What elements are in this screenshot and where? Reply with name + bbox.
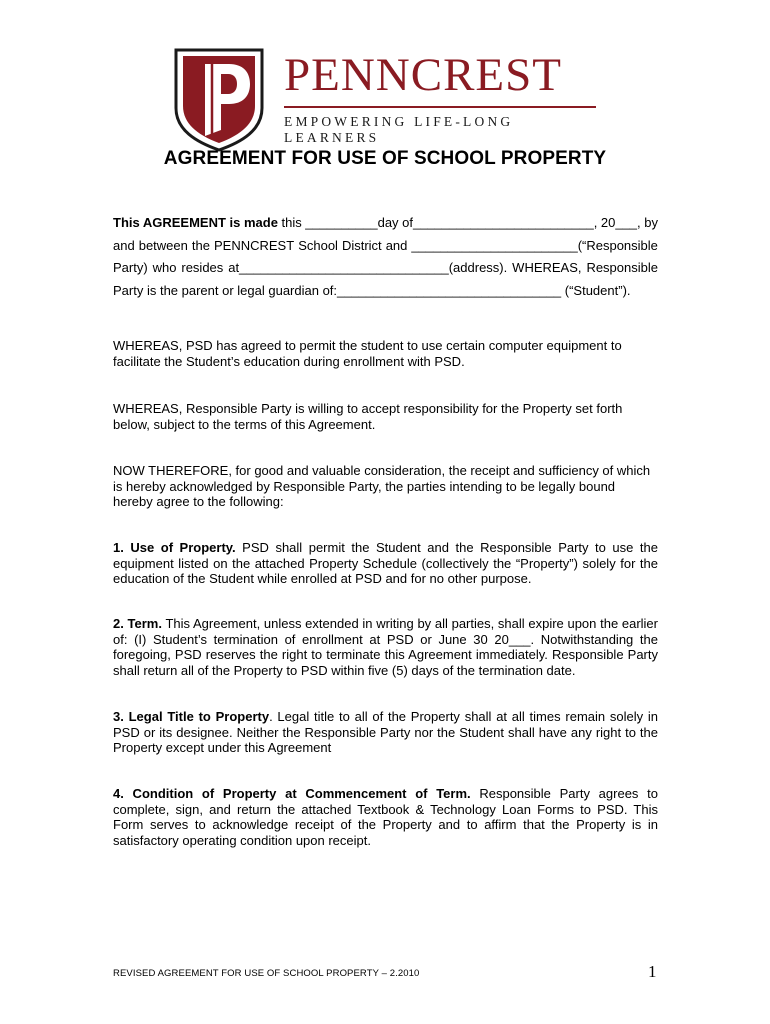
section-condition-of-property <box>113 786 658 848</box>
section-body: . Legal title to all of the Property shall at all times remain solely in PSD or its designee. Neither the Responsible Party nor the Student shall have any right to the Property except under this Agreement <box>113 709 658 755</box>
address-blank: at_____________________________(address). <box>228 260 508 275</box>
intro-word: Responsible <box>586 260 658 275</box>
section-heading: 1. Use of Property. <box>113 540 236 555</box>
year-blank: 20___, <box>600 215 641 230</box>
day-blank: __________day <box>305 215 399 230</box>
intro-word: District <box>341 238 382 253</box>
intro-word: Party) <box>113 260 148 275</box>
section-term <box>113 616 658 678</box>
section-body: PSD shall permit the Student and the Responsible Party to use the equipment listed on the attached Property Schedule (collectively the “Property”) solely for the education of the Student while enrolled at PSD and for no other purpose. <box>113 540 658 586</box>
intro-word: this <box>281 215 302 230</box>
intro-line-2 <box>113 238 658 253</box>
section-body: This Agreement, unless extended in writing by all parties, shall expire upon the earlier of: (I) Student’s termination of enrollment at PSD or June 30 20___. Notwithstanding the foregoing, PSD reserves the right to terminate this Agreement immediately. Responsible Party shall return all of the Property to PSD within five (5) days of the termination date. <box>113 616 658 678</box>
intro-line-3 <box>113 260 658 275</box>
penncrest-logo <box>170 42 610 152</box>
shield-emblem-icon <box>172 46 266 152</box>
page-number: 1 <box>648 962 657 981</box>
section-heading: 3. Legal Title to Property <box>113 709 270 724</box>
brand-name: PENNCREST <box>284 49 562 101</box>
intro-word: between <box>138 238 188 253</box>
intro-word: School <box>298 238 338 253</box>
section-use-of-property <box>113 540 658 587</box>
section-heading: 2. Term. <box>113 616 162 631</box>
intro-word: WHEREAS, <box>512 260 582 275</box>
whereas-paragraph-1: WHEREAS, PSD has agreed to permit the student to use certain computer equipment to facilitate the Student’s education during enrollment with PSD. <box>113 338 622 369</box>
section-body: Responsible Party agrees to complete, sign, and return the attached Textbook & Technology Loan Forms to PSD. This Form serves to acknowledge receipt of the Property and to affirm that the Property is in satisfactory operating condition upon receipt. <box>113 786 658 848</box>
month-blank: of_________________________, <box>402 215 598 230</box>
intro-word: who <box>152 260 177 275</box>
intro-word: PENNCREST <box>213 238 295 253</box>
whereas-paragraph-2: WHEREAS, Responsible Party is willing to accept responsibility for the Property set forth below, subject to the terms of this Agreement. <box>113 401 623 432</box>
section-legal-title <box>113 709 658 756</box>
brand-tagline: EMPOWERING LIFE-LONG LEARNERS <box>284 114 514 145</box>
intro-word: resides <box>181 260 224 275</box>
document-title: AGREEMENT FOR USE OF SCHOOL PROPERTY <box>163 148 607 169</box>
intro-word: by <box>644 215 658 230</box>
intro-word: and <box>385 238 408 253</box>
intro-word: and <box>113 238 135 253</box>
footer-revision-note: REVISED AGREEMENT FOR USE OF SCHOOL PROPERTY – 2.2010 <box>113 968 420 979</box>
intro-word: the <box>191 238 210 253</box>
intro-lead: This AGREEMENT is made <box>113 215 278 230</box>
responsible-party-blank: _______________________(“Responsible <box>411 238 658 253</box>
section-heading: 4. Condition of Property at Commencement of Term. <box>113 786 471 801</box>
intro-line-1 <box>113 215 658 230</box>
now-therefore-paragraph: NOW THEREFORE, for good and valuable consideration, the receipt and sufficiency of which is hereby acknowledged by Responsible Party, the parties intending to be legally bound hereby agree to the following: <box>113 463 651 509</box>
student-blank-line: Party is the parent or legal guardian of:_______________________________ (“Student”). <box>113 283 631 298</box>
brand-divider <box>284 106 596 108</box>
